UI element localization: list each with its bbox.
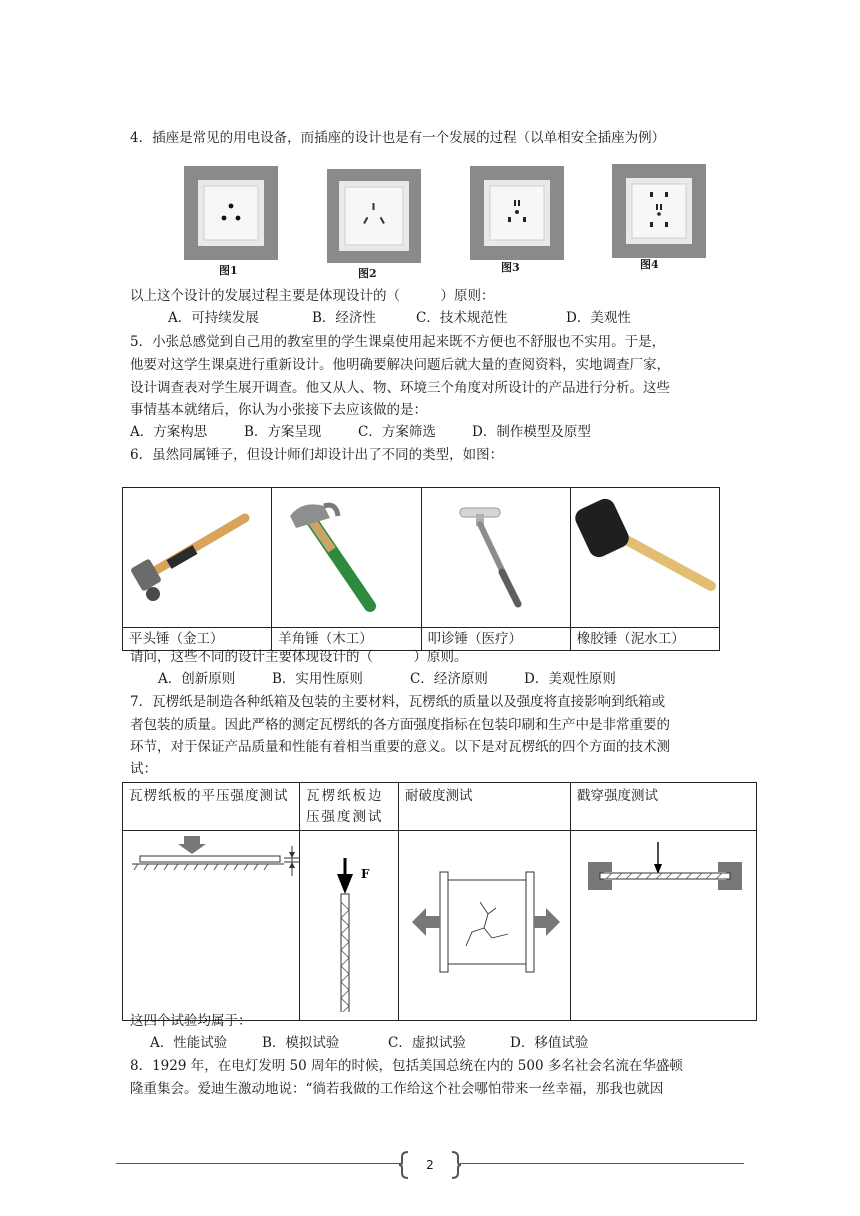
q5-option-a: A．方案构思 bbox=[130, 424, 208, 440]
q7-line-2: 者包装的质量。因此严格的测定瓦楞纸的各方面强度指标在包装印刷和生产中是非常重要的 bbox=[130, 717, 670, 733]
flat-crush-diagram bbox=[124, 832, 301, 1012]
hammer-cell-4 bbox=[570, 488, 719, 628]
q6-option-b: B．实用性原则 bbox=[272, 671, 363, 687]
q4-stem: 4．插座是常见的用电设备，而插座的设计也是有一个发展的过程（以单相安全插座为例） bbox=[130, 130, 666, 146]
socket-image-3 bbox=[470, 166, 564, 260]
socket-image-4 bbox=[612, 164, 706, 258]
ball-peen-hammer-image bbox=[123, 488, 271, 623]
q8-line-2: 隆重集会。爱迪生激动地说：“徜若我做的工作给这个社会哪怕带来一丝幸福，那我也就因 bbox=[130, 1081, 664, 1097]
q5-line-4: 事情基本就绪后，你认为小张接下去应该做的是： bbox=[130, 402, 427, 418]
q7-question: 这四个试验均属于： bbox=[130, 1013, 252, 1029]
q6-question: 请问，这些不同的设计主要体现设计的（ ）原则。 bbox=[130, 649, 468, 665]
hammer-label-3: 叩诊锤（医疗） bbox=[421, 628, 570, 651]
socket-image-1 bbox=[184, 166, 278, 260]
edge-crush-diagram bbox=[301, 832, 400, 1012]
q7-line-3: 环节，对于保证产品质量和性能有着相当重要的意义。以下是对瓦楞纸的四个方面的技术测 bbox=[130, 739, 670, 755]
q8-line-1: 8．1929 年，在电灯发明 50 周年的时候，包括美国总统在内的 500 多名社会名流在华盛顿 bbox=[130, 1058, 683, 1074]
page-number: 2 bbox=[426, 1158, 434, 1172]
puncture-diagram-cell bbox=[571, 831, 757, 1021]
hammer-table bbox=[122, 487, 720, 651]
q6-options bbox=[158, 669, 758, 689]
hammer-cell-2 bbox=[272, 488, 421, 628]
socket-figure-3 bbox=[470, 166, 564, 264]
edge-crush-diagram-cell bbox=[300, 831, 399, 1021]
figure-caption-1: 图1 bbox=[219, 264, 238, 277]
rubber-mallet-image bbox=[571, 488, 723, 623]
test-header-1: 瓦楞纸板的平压强度测试 bbox=[123, 783, 300, 831]
q7-option-a: A．性能试验 bbox=[150, 1035, 228, 1051]
q5-line-3: 设计调查表对学生展开调查。他又从人、物、环境三个角度对所设计的产品进行分析。这些 bbox=[130, 380, 670, 396]
q5-line-2: 他要对这学生课桌进行重新设计。他明确要解决问题后就大量的查阅资料，实地调查厂家， bbox=[130, 357, 670, 373]
q4-option-b: B．经济性 bbox=[312, 310, 376, 326]
q7-option-d: D．移值试验 bbox=[510, 1035, 589, 1051]
q5-option-b: B．方案呈现 bbox=[244, 424, 322, 440]
hammer-cell-1 bbox=[123, 488, 272, 628]
q7-line-1: 7．瓦楞纸是制造各种纸箱及包装的主要材料，瓦楞纸的质量以及强度将直接影响到纸箱或 bbox=[130, 694, 666, 710]
q4-question: 以上这个设计的发展过程主要是体现设计的（ ）原则： bbox=[130, 288, 495, 304]
q6-option-c: C．经济原则 bbox=[410, 671, 488, 687]
figure-caption-3: 图3 bbox=[501, 261, 520, 274]
claw-hammer-image bbox=[272, 488, 420, 623]
hammer-label-2: 羊角锤（木工） bbox=[272, 628, 421, 651]
q4-option-a: A．可持续发展 bbox=[168, 310, 259, 326]
q7-options bbox=[150, 1033, 750, 1053]
q6-option-a: A．创新原则 bbox=[158, 671, 236, 687]
hammer-label-1: 平头锤（金工） bbox=[123, 628, 272, 651]
q7-option-b: B．模拟试验 bbox=[262, 1035, 340, 1051]
force-label: F bbox=[361, 867, 370, 881]
footer-rule-right bbox=[460, 1163, 744, 1164]
q5-options bbox=[130, 422, 730, 442]
burst-diagram bbox=[400, 832, 572, 1012]
q6-stem: 6．虽然同属锤子，但设计师们却设计出了不同的类型，如图： bbox=[130, 447, 504, 463]
q7-line-4: 试： bbox=[130, 761, 157, 777]
socket-image-2 bbox=[327, 169, 421, 263]
q5-line-1: 5．小张总感觉到自己用的教室里的学生课桌使用起来既不方便也不舒服也不实用。于是， bbox=[130, 334, 666, 350]
puncture-diagram bbox=[572, 832, 758, 1012]
figure-caption-2: 图2 bbox=[358, 267, 377, 280]
burst-diagram-cell bbox=[399, 831, 571, 1021]
figure-caption-4: 图4 bbox=[640, 258, 659, 271]
q5-option-c: C．方案筛选 bbox=[358, 424, 436, 440]
corrugated-test-table bbox=[122, 782, 757, 1021]
flat-crush-diagram-cell bbox=[123, 831, 300, 1021]
q5-option-d: D．制作模型及原型 bbox=[472, 424, 591, 440]
test-header-4: 戳穿强度测试 bbox=[571, 783, 757, 831]
socket-figure-1 bbox=[184, 166, 278, 264]
q4-option-c: C．技术规范性 bbox=[416, 310, 508, 326]
test-header-3: 耐破度测试 bbox=[399, 783, 571, 831]
socket-figure-4 bbox=[612, 164, 706, 262]
footer-rule-left bbox=[116, 1163, 402, 1164]
hammer-cell-3 bbox=[421, 488, 570, 628]
q4-option-d: D．美观性 bbox=[566, 310, 631, 326]
hammer-label-4: 橡胶锤（泥水工） bbox=[570, 628, 719, 651]
reflex-hammer-image bbox=[422, 488, 570, 623]
q7-option-c: C．虚拟试验 bbox=[388, 1035, 466, 1051]
socket-figure-2 bbox=[327, 169, 421, 267]
test-header-2: 瓦楞纸板边压强度测试 bbox=[300, 783, 399, 831]
q4-options bbox=[168, 308, 768, 328]
q6-option-d: D．美观性原则 bbox=[524, 671, 616, 687]
